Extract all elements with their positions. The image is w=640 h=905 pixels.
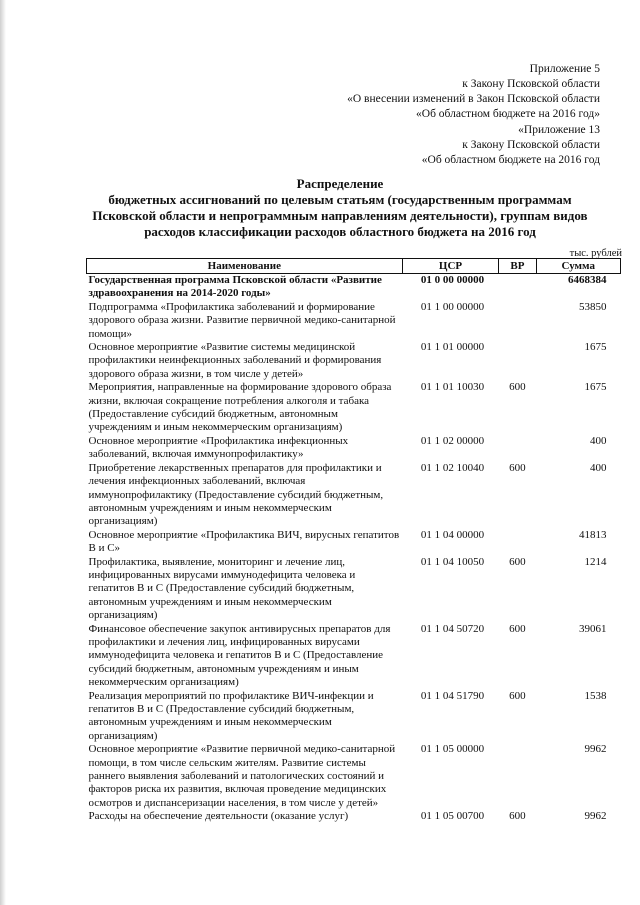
cell-vr: 600 [509, 622, 526, 635]
table-row [87, 341, 621, 381]
cell-csr: 01 1 01 10030 [420, 381, 485, 394]
cell-vr [499, 529, 536, 556]
title-line: Псковской области и непрограммным направлениям деятельности), группам видов [92, 208, 588, 223]
cell-csr: 01 1 04 00000 [420, 528, 485, 541]
cell-csr: 01 1 05 00000 [420, 743, 485, 756]
annex-header-13 [422, 123, 600, 168]
cell-name: Профилактика, выявление, мониторинг и лечение лиц, инфицированных вирусами иммунодефицита человека и гепатитов В и С (Предоставление субсидий бюджетным, автономным учреждениям и иным некоммерческим организациям) [88, 555, 356, 622]
cell-name: Основное мероприятие «Профилактика инфекционных заболеваний, включая иммунопрофилактику» [88, 434, 349, 461]
cell-name: Расходы на обеспечение деятельности (оказание услуг) [88, 810, 349, 823]
cell-vr [499, 341, 536, 381]
cell-name: Основное мероприятие «Развитие системы медицинской профилактики неинфекционных заболеваний и формирования здорового образа жизни, в том числе у детей» [88, 341, 382, 380]
cell-csr: 01 1 00 00000 [420, 300, 485, 313]
table-row [87, 743, 621, 810]
table-row [87, 623, 621, 690]
cell-sum: 1675 [584, 381, 607, 394]
cell-sum: 400 [590, 434, 607, 447]
cell-sum: 1675 [584, 341, 607, 354]
cell-sum: 400 [590, 461, 607, 474]
cell-name: Мероприятия, направленные на формирование здорового образа жизни, включая сокращение потребления алкоголя и табака (Предоставление субсидий бюджетным, автономным учреждениям и иным некоммерческим организациям) [88, 381, 392, 434]
title-line: расходов классификации расходов областного бюджета на 2016 год [144, 224, 536, 239]
cell-vr: 600 [509, 461, 526, 474]
units-label: тыс. рублей [569, 248, 622, 259]
cell-sum: 39061 [579, 622, 607, 635]
cell-sum: 9962 [584, 810, 607, 823]
annex-line: «Об областном бюджете на 2016 год [421, 154, 600, 166]
header-sum: Сумма [536, 259, 621, 274]
cell-vr [499, 274, 536, 301]
cell-csr: 01 1 02 00000 [420, 434, 485, 447]
cell-csr: 01 1 05 00700 [420, 810, 485, 823]
cell-vr: 600 [509, 810, 526, 823]
cell-sum: 53850 [579, 300, 607, 313]
annex-line: «Приложение 13 [518, 124, 600, 136]
cell-name: Основное мероприятие «Развитие первичной медико-санитарной помощи, в том числе сельским жителям. Развитие системы раннего выявления заболеваний и патологических состояний и факторов риска их развития, включая проведение медицинских осмотров и диспансеризации населения, в том числе у детей» [88, 743, 396, 809]
table-header-row [87, 259, 621, 274]
cell-sum: 1214 [584, 555, 607, 568]
budget-table [86, 258, 621, 824]
header-name: Наименование [87, 259, 403, 274]
cell-name: Основное мероприятие «Профилактика ВИЧ, вирусных гепатитов В и С» [88, 528, 400, 555]
header-vr: ВР [499, 259, 536, 274]
title-line: бюджетных ассигнований по целевым статьям (государственным программам [108, 192, 572, 207]
table-row [87, 274, 621, 301]
table-row [87, 462, 621, 529]
cell-name: Подпрограмма «Профилактика заболеваний и формирование здорового образа жизни. Развитие первичной медико-санитарной помощи» [88, 300, 396, 340]
cell-name: Реализация мероприятий по профилактике ВИЧ-инфекции и гепатитов В и С (Предоставление субсидий бюджетным, автономным учреждениям и иным некоммерческим организациям) [88, 689, 374, 742]
table-row [87, 381, 621, 435]
cell-csr: 01 1 01 00000 [420, 341, 485, 354]
cell-sum: 6468384 [568, 274, 607, 286]
cell-vr [499, 435, 536, 462]
cell-vr: 600 [509, 689, 526, 702]
annex-line: «О внесении изменений в Закон Псковской области [347, 93, 600, 105]
table-row [87, 529, 621, 556]
header-csr: ЦСР [402, 259, 499, 274]
cell-vr [499, 301, 536, 341]
annex-line: к Закону Псковской области [462, 78, 600, 90]
annex-line: Приложение 5 [529, 63, 600, 75]
cell-csr: 01 1 04 10050 [420, 555, 485, 568]
cell-sum: 41813 [579, 528, 607, 541]
scan-edge-shadow [0, 0, 6, 905]
annex-header-5 [347, 62, 600, 122]
table-row [87, 690, 621, 744]
cell-name: Государственная программа Псковской области «Развитие здравоохранения на 2014-2020 годы» [88, 274, 382, 300]
cell-sum: 1538 [584, 689, 607, 702]
table-row [87, 556, 621, 623]
cell-name: Приобретение лекарственных препаратов для профилактики и лечения инфекционных заболеваний, включая иммунопрофилактику (Предоставление субсидий бюджетным, автономным учреждениям и иным некоммерческим организациям) [88, 461, 384, 528]
cell-csr: 01 1 02 10040 [420, 461, 485, 474]
annex-line: к Закону Псковской области [462, 139, 600, 151]
cell-csr: 01 0 00 00000 [420, 274, 485, 286]
cell-csr: 01 1 04 51790 [420, 689, 485, 702]
title-line: Распределение [296, 176, 384, 191]
cell-sum: 9962 [584, 743, 607, 756]
cell-name: Финансовое обеспечение закупок антивирусных препаратов для профилактики и лечения лиц, инфицированных вирусами иммунодефицита человека и гепатитов В и С (Предоставление субсидий бюджетным, автономным учреждениям и иным некоммерческим организациям) [88, 622, 391, 689]
cell-vr [499, 743, 536, 810]
annex-line: «Об областном бюджете на 2016 год» [416, 108, 600, 120]
cell-vr: 600 [509, 555, 526, 568]
document-title [60, 176, 620, 240]
cell-vr: 600 [509, 381, 526, 394]
cell-csr: 01 1 04 50720 [420, 622, 485, 635]
table-row [87, 810, 621, 823]
table-body [87, 274, 621, 824]
table-row [87, 301, 621, 341]
table-row [87, 435, 621, 462]
